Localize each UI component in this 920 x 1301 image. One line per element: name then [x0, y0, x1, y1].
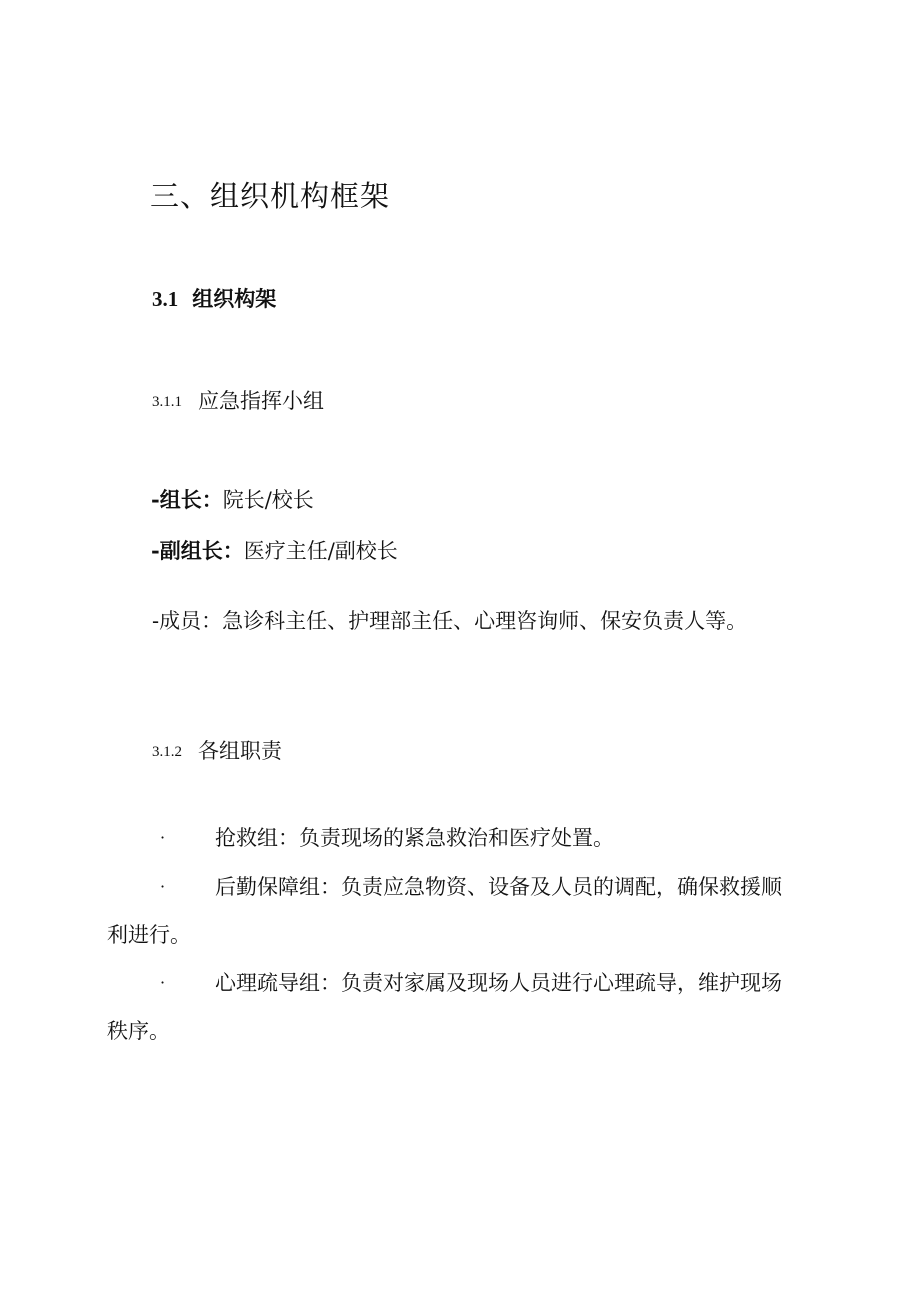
- leader-value: 院长/校长: [222, 488, 314, 512]
- duty-item: [107, 814, 802, 862]
- bullet-dot-icon: ·: [160, 973, 166, 992]
- subsection-number: 3.1: [152, 287, 179, 311]
- bullet-dot-icon: ·: [160, 877, 166, 896]
- leader-prefix: -: [151, 487, 160, 512]
- duty-item: [107, 863, 802, 959]
- deputy-value: 医疗主任/副校长: [243, 539, 398, 563]
- command-group-title: 应急指挥小组: [198, 389, 324, 413]
- subsection-title: 组织构架: [192, 287, 277, 311]
- duty-text: 后勤保障组：负责应急物资、设备及人员的调配，确保救援顺利进行。: [107, 875, 782, 947]
- deputy-prefix: -: [151, 538, 160, 563]
- subsection-heading: [152, 283, 276, 313]
- duties-number: 3.1.2: [152, 744, 182, 760]
- deputy-label: 副组长: [159, 538, 223, 563]
- command-group-heading: [152, 385, 324, 415]
- duties-heading: [152, 735, 282, 765]
- deputy-separator: ：: [222, 538, 244, 563]
- duties-title: 各组职责: [198, 739, 282, 763]
- duty-text: 心理疏导组：负责对家属及现场人员进行心理疏导，维护现场秩序。: [107, 971, 782, 1043]
- deputy-line: [151, 535, 398, 565]
- leader-line: [151, 484, 314, 514]
- section-title: 三、组织机构框架: [150, 179, 391, 213]
- command-group-number: 3.1.1: [152, 394, 182, 410]
- leader-separator: ：: [201, 487, 223, 512]
- members-paragraph: -成员：急诊科主任、护理部主任、心理咨询师、保安负责人等。: [152, 609, 748, 633]
- duty-item: [107, 959, 802, 1055]
- bullet-dot-icon: ·: [160, 828, 166, 847]
- leader-label: 组长: [159, 487, 202, 512]
- duty-text: 抢救组：负责现场的紧急救治和医疗处置。: [215, 826, 614, 850]
